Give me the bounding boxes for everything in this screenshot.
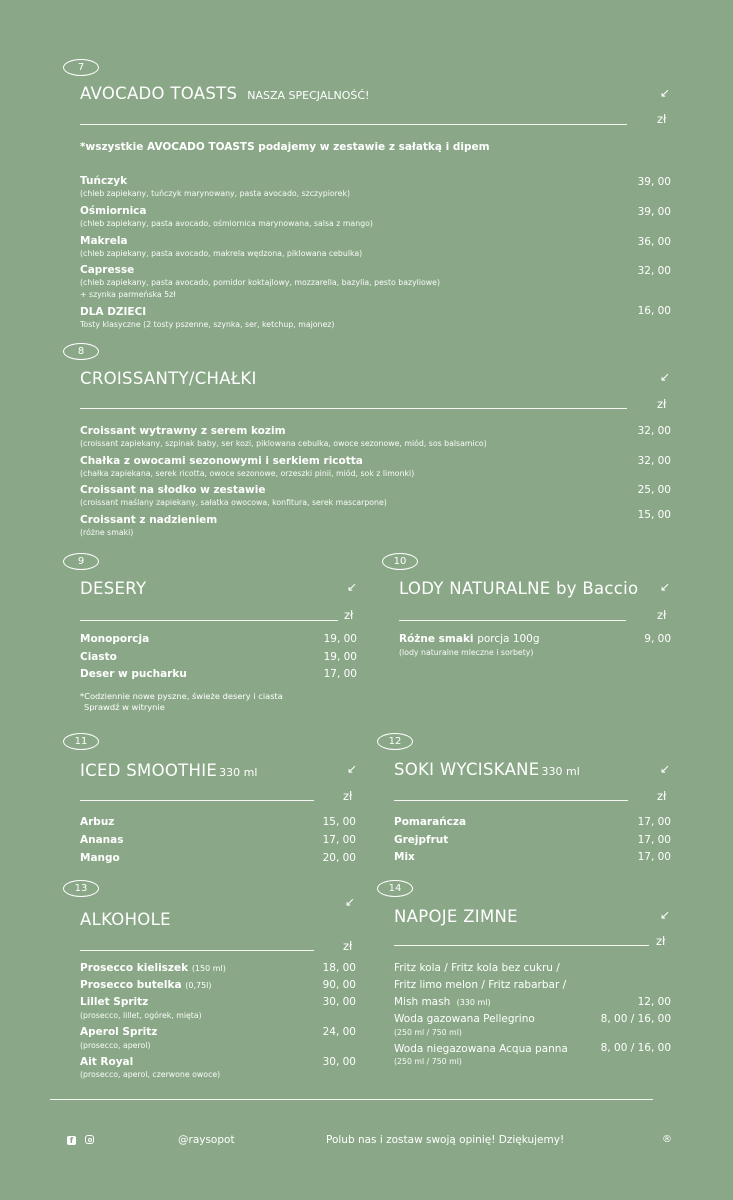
menu-item-addon: + szynka parmeńska 5zł [80,290,176,299]
section-number-10: 10 [382,553,418,570]
instagram-handle[interactable]: @raysopot [178,1134,235,1146]
currency-label: zł [657,397,667,411]
currency-label: zł [343,939,353,953]
section-title-desery: DESERY [80,579,147,598]
alkohol-volume: (150 ml) [191,964,226,973]
soki-size: 330 ml [541,765,580,778]
menu-item-price: 17, 00 [637,851,671,863]
menu-item-name: Lillet Spritz [80,996,149,1008]
napoje-volume: (330 ml) [456,998,491,1007]
menu-item-desc: (250 ml / 750 ml) [394,1028,462,1037]
menu-item-price: 39, 00 [637,206,671,218]
menu-item-name: Woda niegazowana Acqua panna [394,1043,568,1055]
arrow-down-left-icon: ↙ [660,370,671,384]
smoothie-title: ICED SMOOTHIE [80,761,218,780]
menu-item-name: Croissant na słodko w zestawie [80,484,266,496]
footer-divider [50,1099,653,1100]
menu-item-price: 18, 00 [322,962,356,974]
menu-item-price: 36, 00 [637,236,671,248]
menu-item-desc: (croissant maślany zapiekany, sałatka owocowa, konfitura, serek mascarpone) [80,498,387,507]
menu-item-price: 32, 00 [637,455,671,467]
menu-item-price: 17, 00 [637,834,671,846]
soki-title: SOKI WYCISKANE [394,760,540,779]
menu-item-price: 19, 00 [323,651,357,663]
section-title-smoothie [80,761,257,780]
desery-note-2: Sprawdź w witrynie [84,702,165,712]
menu-item-name: Tuńczyk [80,175,128,187]
menu-item-desc: (croissant zapiekany, szpinak baby, ser kozi, piklowana cebulka, owoce sezonowe, miód, sos balsamico) [80,439,487,448]
menu-item-price: 20, 00 [322,852,356,864]
currency-label: zł [656,934,666,948]
section-title-napoje: NAPOJE ZIMNE [394,907,518,926]
registered-icon: ® [662,1134,672,1145]
menu-item-name: Arbuz [80,816,115,828]
currency-label: zł [657,789,667,803]
napoje-line-1: Fritz kola / Fritz kola bez cukru / [394,962,560,974]
section-title-lody: LODY NATURALNE by Baccio [399,579,639,598]
menu-item-price: 17, 00 [637,816,671,828]
menu-item-name: Ośmiornica [80,205,147,217]
menu-item-price: 90, 00 [322,979,356,991]
menu-item-name: Deser w pucharku [80,668,187,680]
arrow-down-left-icon: ↙ [660,580,671,594]
menu-item-name [80,962,226,974]
divider [394,800,628,801]
menu-item-price: 17, 00 [323,668,357,680]
divider [399,620,626,621]
menu-item-name: Ait Royal [80,1056,134,1068]
menu-item-name: Pomarańcza [394,816,467,828]
avocado-subtitle: NASZA SPECJALNOŚĆ! [247,89,370,102]
menu-item-price: 8, 00 / 16, 00 [600,1042,671,1054]
menu-item-desc: (chleb zapiekany, pasta avocado, pomidor koktajlowy, mozzarella, bazylia, pesto bazyliowe) [80,278,441,287]
avocado-title: AVOCADO TOASTS [80,84,238,103]
menu-item-desc: (prosecco, aperol, czerwone owoce) [80,1070,221,1079]
menu-item-name: Ciasto [80,651,117,663]
arrow-down-left-icon: ↙ [345,895,356,909]
currency-label: zł [657,608,667,622]
menu-item-price: 17, 00 [322,834,356,846]
section-number-12: 12 [377,733,413,750]
menu-item-price: 39, 00 [637,176,671,188]
menu-item-desc: (prosecco, aperol) [80,1041,151,1050]
menu-item-name: Ananas [80,834,124,846]
arrow-down-left-icon: ↙ [660,86,671,100]
menu-item-name [80,979,212,991]
menu-item-name: Chałka z owocami sezonowymi i serkiem ricotta [80,455,363,467]
facebook-icon[interactable]: f [67,1136,76,1145]
section-number-7: 7 [63,59,99,76]
divider [80,620,338,621]
section-number-8: 8 [63,343,99,360]
avocado-note: *wszystkie AVOCADO TOASTS podajemy w zestawie z sałatką i dipem [80,141,490,153]
menu-item-name: Monoporcja [80,633,150,645]
menu-item-price: 32, 00 [637,265,671,277]
arrow-down-left-icon: ↙ [347,580,358,594]
currency-label: zł [343,789,353,803]
arrow-down-left-icon: ↙ [660,908,671,922]
menu-item-name [399,633,540,645]
desery-note: *Codziennie nowe pyszne, świeże desery i ciasta [80,691,283,701]
divider [80,124,627,125]
menu-item-price: 8, 00 / 16, 00 [600,1013,671,1025]
menu-item-name: Mix [394,851,415,863]
napoje-mishmash: Mish mash [394,996,451,1008]
menu-item-name: Woda gazowana Pellegrino [394,1013,535,1025]
alkohol-name: Prosecco butelka [80,979,182,991]
menu-item-desc: Tosty klasyczne (2 tosty pszenne, szynka, ser, ketchup, majonez) [80,320,335,329]
section-number-9: 9 [63,553,99,570]
menu-item-desc: (prosecco, lillet, ogórek, mięta) [80,1011,202,1020]
menu-item-price: 30, 00 [322,996,356,1008]
menu-item-name: Makrela [80,235,128,247]
section-number-11: 11 [63,733,99,750]
menu-item-price: 9, 00 [644,633,671,645]
section-title-croissanty: CROISSANTY/CHAŁKI [80,369,257,388]
section-title-avocado [80,84,369,103]
menu-item-desc: (chleb zapiekany, pasta avocado, ośmiornica marynowana, salsa z mango) [80,219,373,228]
menu-item-price: 25, 00 [637,484,671,496]
menu-item-desc: (250 ml / 750 ml) [394,1057,462,1066]
lody-item-portion: porcja 100g [477,633,540,645]
menu-item-name: Mango [80,852,120,864]
menu-item-desc: (chleb zapiekany, pasta avocado, makrela wędzona, piklowana cebulka) [80,249,363,258]
menu-item-desc: (lody naturalne mleczne i sorbety) [399,648,534,657]
napoje-line-2: Fritz limo melon / Fritz rabarbar / [394,979,567,991]
menu-item-price: 12, 00 [637,996,671,1008]
alkohol-volume: (0,75l) [185,981,212,990]
section-title-soki [394,760,580,779]
menu-item-price: 24, 00 [322,1026,356,1038]
menu-item-desc: (różne smaki) [80,528,134,537]
divider [80,800,314,801]
menu-item-price: 30, 00 [322,1056,356,1068]
menu-item-name: Croissant z nadzieniem [80,514,218,526]
napoje-line-3 [394,996,491,1008]
menu-item-name: Grejpfrut [394,834,449,846]
divider [80,408,627,409]
menu-item-name: Croissant wytrawny z serem kozim [80,425,286,437]
currency-label: zł [344,608,354,622]
section-number-13: 13 [63,880,99,897]
section-number-14: 14 [377,880,413,897]
divider [80,950,314,951]
menu-item-price: 19, 00 [323,633,357,645]
smoothie-size: 330 ml [219,766,258,779]
divider [394,945,649,946]
menu-item-price: 15, 00 [322,816,356,828]
lody-item-name: Różne smaki [399,633,474,645]
alkohol-name: Prosecco kieliszek [80,962,189,974]
section-title-alkohole: ALKOHOLE [80,910,171,929]
menu-item-name: Capresse [80,264,135,276]
menu-item-desc: (chałka zapiekana, serek ricotta, owoce sezonowe, orzeszki pinii, miód, sok z limonki) [80,469,415,478]
menu-item-name: DLA DZIECI [80,306,147,318]
menu-item-price: 15, 00 [637,509,671,521]
menu-item-desc: (chleb zapiekany, tuńczyk marynowany, pasta avocado, szczypiorek) [80,189,351,198]
currency-label: zł [657,112,667,126]
menu-item-name: Aperol Spritz [80,1026,158,1038]
arrow-down-left-icon: ↙ [660,762,671,776]
instagram-icon[interactable] [85,1135,94,1144]
menu-item-price: 32, 00 [637,425,671,437]
arrow-down-left-icon: ↙ [347,762,358,776]
footer-message: Polub nas i zostaw swoją opinię! Dziękujemy! [326,1134,565,1146]
menu-item-price: 16, 00 [637,305,671,317]
